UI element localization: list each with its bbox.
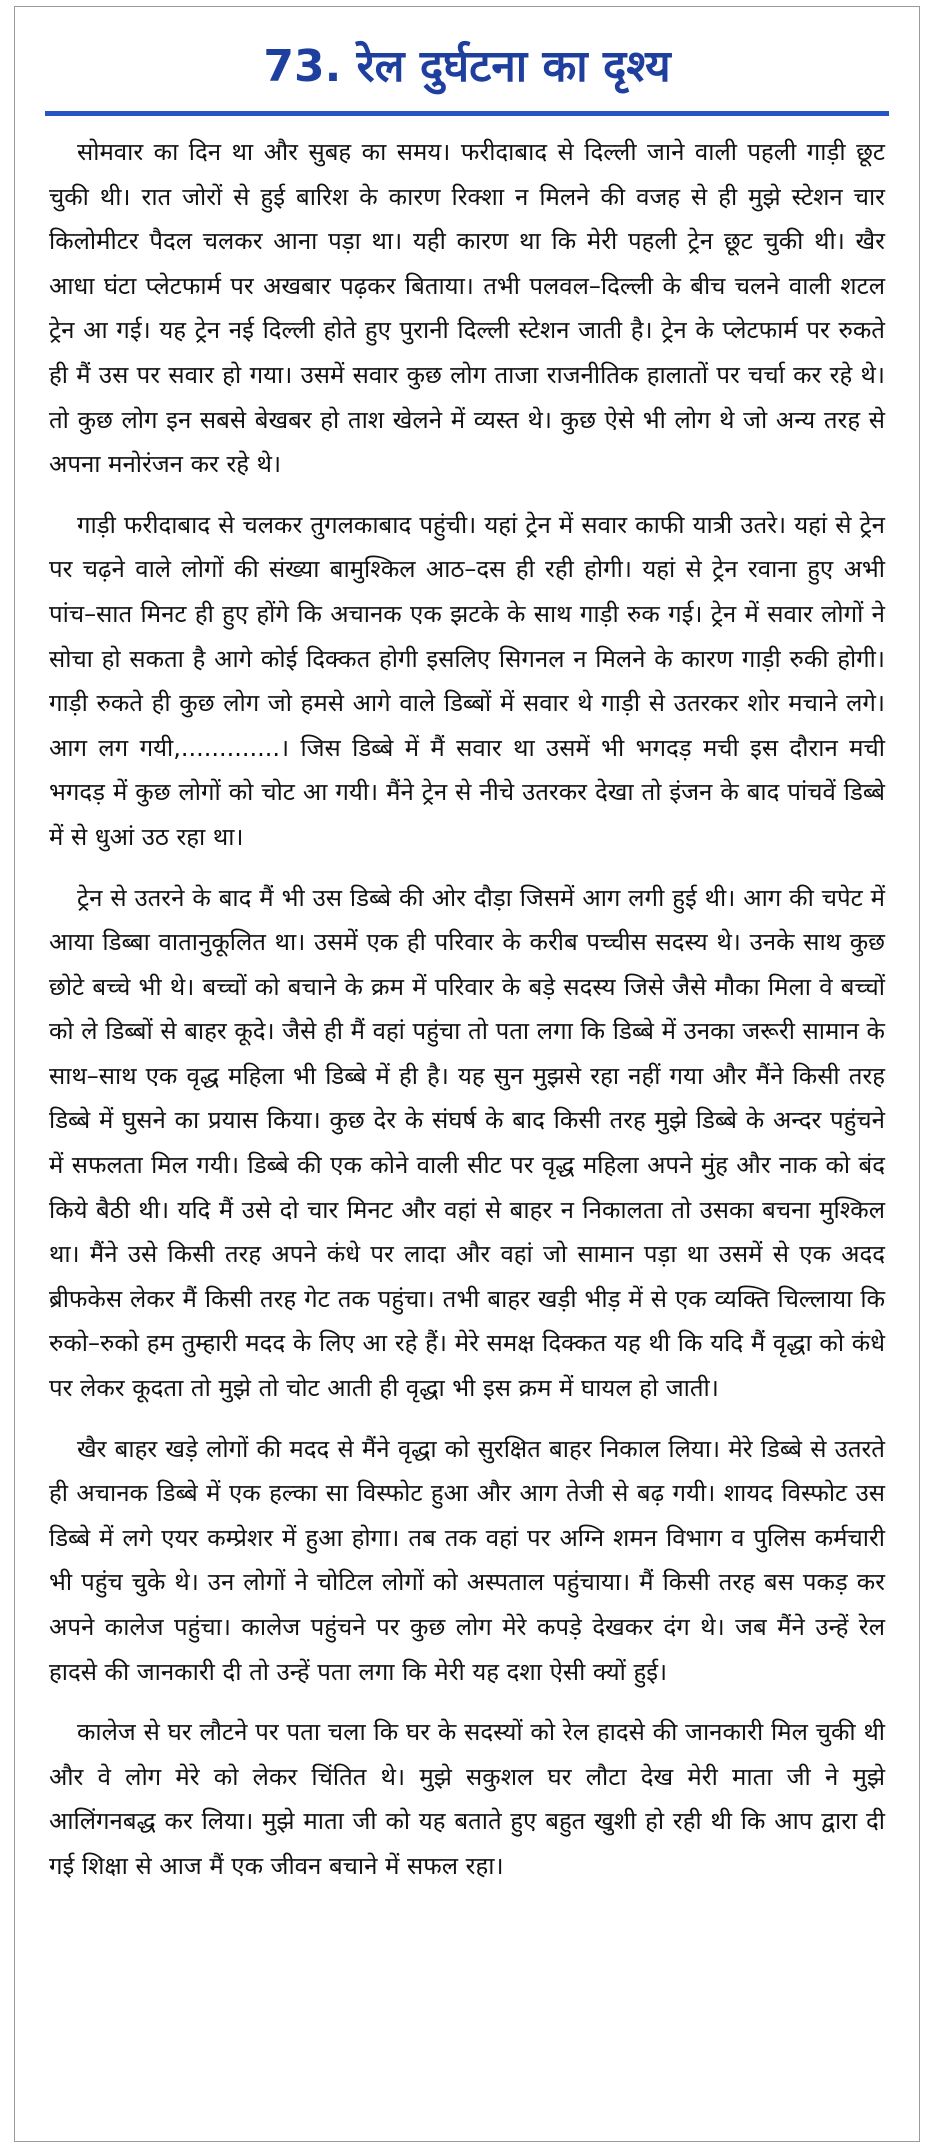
document-page <box>14 6 920 2142</box>
paragraph-2: गाड़ी फरीदाबाद से चलकर तुगलकाबाद पहुंची। यहां ट्रेन में सवार काफी यात्री उतरे। यहां से ट्रेन पर चढ़ने वाले लोगों की संख्या बामुश्किल आठ–दस ही रही होगी। यहां से ट्रेन रवाना हुए अभी पांच–सात मिनट ही हुए होंगे कि अचानक एक झटके के साथ गाड़ी रुक गई। ट्रेन में सवार लोगों ने सोचा हो सकता है आगे कोई दिक्कत होगी इसलिए सिगनल न मिलने के कारण गाड़ी रुकी होगी। गाड़ी रुकते ही कुछ लोग जो हमसे आगे वाले डिब्बों में सवार थे गाड़ी से उतरकर शोर मचाने लगे। आग लग गयी,.............। जिस डिब्बे में मैं सवार था उसमें भी भगदड़ मची इस दौरान मची भगदड़ में कुछ लोगों को चोट आ गयी। मैंने ट्रेन से नीचे उतरकर देखा तो इंजन के बाद पांचवें डिब्बे में से धुआं उठ रहा था। <box>49 510 885 851</box>
paragraph-5: कालेज से घर लौटने पर पता चला कि घर के सदस्यों को रेल हादसे की जानकारी मिल चुकी थी और वे लोग मेरे को लेकर चिंतित थे। मुझे सकुशल घर लौटा देख मेरी माता जी ने मुझे आलिंगनबद्ध कर लिया। मुझे माता जी को यह बताते हुए बहुत खुशी हो रही थी कि आप द्वारा दी गई शिक्षा से आज मैं एक जीवन बचाने में सफल रहा। <box>49 1718 885 1880</box>
paragraph-3: ट्रेन से उतरने के बाद मैं भी उस डिब्बे की ओर दौड़ा जिसमें आग लगी हुई थी। आग की चपेट में आया डिब्बा वातानुकूलित था। उसमें एक ही परिवार के करीब पच्चीस सदस्य थे। उनके साथ कुछ छोटे बच्चे भी थे। बच्चों को बचाने के क्रम में परिवार के बड़े सदस्य जिसे जैसे मौका मिला वे बच्चों को ले डिब्बों से बाहर कूदे। जैसे ही मैं वहां पहुंचा तो पता लगा कि डिब्बे में उनका जरूरी सामान के साथ–साथ एक वृद्ध महिला भी डिब्बे में ही है। यह सुन मुझसे रहा नहीं गया और मैंने किसी तरह डिब्बे में घुसने का प्रयास किया। कुछ देर के संघर्ष के बाद किसी तरह मुझे डिब्बे के अन्दर पहुंचने में सफलता मिल गयी। डिब्बे की एक कोने वाली सीट पर वृद्ध महिला अपने मुंह और नाक को बंद किये बैठी थी। यदि मैं उसे दो चार मिनट और वहां से बाहर न निकालता तो उसका बचना मुश्किल था। मैंने उसे किसी तरह अपने कंधे पर लादा और वहां जो सामान पड़ा था उसमें से एक अदद ब्रीफकेस लेकर मैं किसी तरह गेट तक पहुंचा। तभी बाहर खड़ी भीड़ में से एक व्यक्ति चिल्लाया कि रुको–रुको हम तुम्हारी मदद के लिए आ रहे हैं। मेरे समक्ष दिक्कत यह थी कि यदि मैं वृद्धा को कंधे पर लेकर कूदता तो मुझे तो चोट आती ही वृद्धा भी इस क्रम में घायल हो जाती। <box>49 883 885 1403</box>
paragraph-1: सोमवार का दिन था और सुबह का समय। फरीदाबाद से दिल्ली जाने वाली पहली गाड़ी छूट चुकी थी। रात जोरों से हुई बारिश के कारण रिक्शा न मिलने की वजह से ही मुझे स्टेशन चार किलोमीटर पैदल चलकर आना पड़ा था। यही कारण था कि मेरी पहली ट्रेन छूट चुकी थी। खैर आधा घंटा प्लेटफार्म पर अखबार पढ़कर बिताया। तभी पलवल–दिल्ली के बीच चलने वाली शटल ट्रेन आ गई। यह ट्रेन नई दिल्ली होते हुए पुरानी दिल्ली स्टेशन जाती है। ट्रेन के प्लेटफार्म पर रुकते ही मैं उस पर सवार हो गया। उसमें सवार कुछ लोग ताजा राजनीतिक हालातों पर चर्चा कर रहे थे। तो कुछ लोग इन सबसे बेखबर हो ताश खेलने में व्यस्त थे। कुछ ऐसे भी लोग थे जो अन्य तरह से अपना मनोरंजन कर रहे थे। <box>49 138 885 479</box>
document-title: 73. रेल दुर्घटना का दृश्य <box>263 41 671 92</box>
essay-body <box>15 116 919 1889</box>
paragraph-4: खैर बाहर खड़े लोगों की मदद से मैंने वृद्धा को सुरक्षित बाहर निकाल लिया। मेरे डिब्बे से उतरते ही अचानक डिब्बे में एक हल्का सा विस्फोट हुआ और आग तेजी से बढ़ गयी। शायद विस्फोट उस डिब्बे में लगे एयर कम्प्रेशर में हुआ होगा। तब तक वहां पर अग्नि शमन विभाग व पुलिस कर्मचारी भी पहुंच चुके थे। उन लोगों ने चोटिल लोगों को अस्पताल पहुंचाया। मैं किसी तरह बस पकड़ कर अपने कालेज पहुंचा। कालेज पहुंचने पर कुछ लोग मेरे कपड़े देखकर दंग थे। जब मैंने उन्हें रेल हादसे की जानकारी दी तो उन्हें पता लगा कि मेरी यह दशा ऐसी क्यों हुई। <box>49 1434 885 1686</box>
